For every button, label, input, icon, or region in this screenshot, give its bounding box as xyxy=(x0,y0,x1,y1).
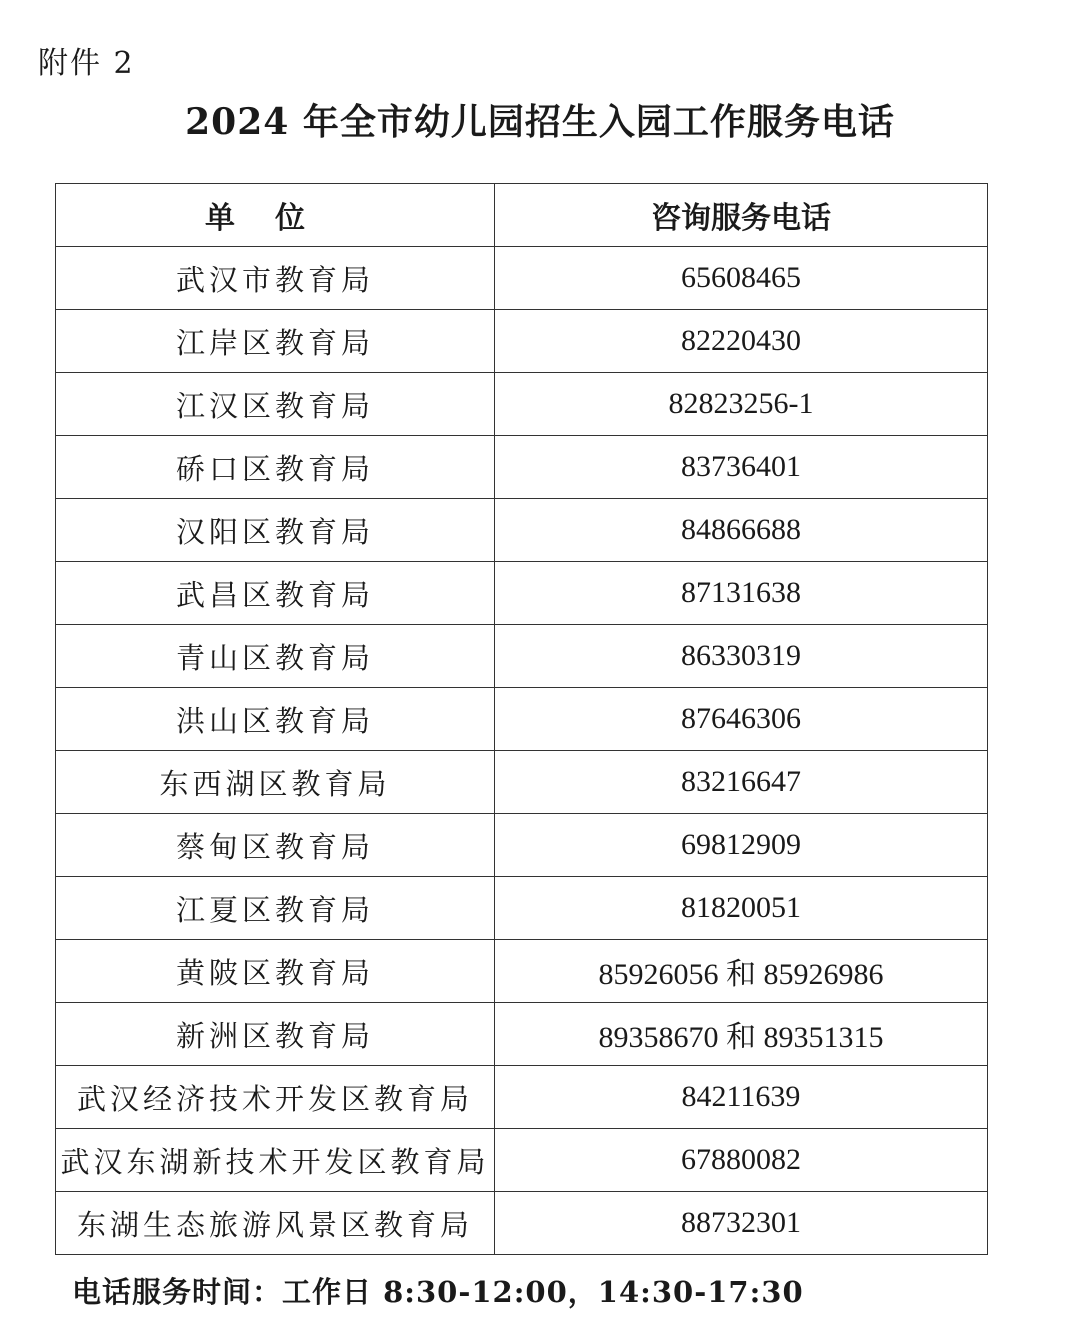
phone-cell: 69812909 xyxy=(495,814,988,877)
table-header-row xyxy=(56,184,988,247)
unit-cell: 汉阳区教育局 xyxy=(56,499,495,562)
unit-cell: 东湖生态旅游风景区教育局 xyxy=(56,1192,495,1255)
phone-cell: 82823256-1 xyxy=(495,373,988,436)
table-row xyxy=(56,1003,988,1066)
table-row xyxy=(56,1192,988,1255)
phone-cell: 87646306 xyxy=(495,688,988,751)
phone-cell: 88732301 xyxy=(495,1192,988,1255)
phone-cell: 82220430 xyxy=(495,310,988,373)
unit-cell: 蔡甸区教育局 xyxy=(56,814,495,877)
phone-cell: 84211639 xyxy=(495,1066,988,1129)
phone-cell: 85926056 和 85926986 xyxy=(495,940,988,1003)
phone-cell: 83736401 xyxy=(495,436,988,499)
unit-cell: 东西湖区教育局 xyxy=(56,751,495,814)
phone-cell: 87131638 xyxy=(495,562,988,625)
attachment-label: 附件 2 xyxy=(38,46,135,81)
table-row xyxy=(56,1066,988,1129)
unit-cell: 江汉区教育局 xyxy=(56,373,495,436)
phone-cell: 65608465 xyxy=(495,247,988,310)
phone-directory-table xyxy=(55,183,988,1255)
page-title: 2024 年全市幼儿园招生入园工作服务电话 xyxy=(185,101,895,143)
unit-cell: 武汉东湖新技术开发区教育局 xyxy=(56,1129,495,1192)
unit-cell: 江岸区教育局 xyxy=(56,310,495,373)
service-hours-note: 电话服务时间：工作日 8:30-12:00，14:30-17:30 xyxy=(72,1275,804,1309)
table-row xyxy=(56,499,988,562)
unit-cell: 黄陂区教育局 xyxy=(56,940,495,1003)
table-row xyxy=(56,751,988,814)
unit-cell: 青山区教育局 xyxy=(56,625,495,688)
table-row xyxy=(56,436,988,499)
table-row xyxy=(56,310,988,373)
phone-cell: 84866688 xyxy=(495,499,988,562)
column-header-unit: 单位 xyxy=(56,184,495,247)
unit-cell: 武汉市教育局 xyxy=(56,247,495,310)
table-row xyxy=(56,1129,988,1192)
table-row xyxy=(56,688,988,751)
phone-cell: 89358670 和 89351315 xyxy=(495,1003,988,1066)
phone-cell: 83216647 xyxy=(495,751,988,814)
phone-cell: 81820051 xyxy=(495,877,988,940)
table-row xyxy=(56,373,988,436)
phone-cell: 86330319 xyxy=(495,625,988,688)
unit-cell: 洪山区教育局 xyxy=(56,688,495,751)
unit-cell: 新洲区教育局 xyxy=(56,1003,495,1066)
table-row xyxy=(56,940,988,1003)
table-row xyxy=(56,247,988,310)
unit-cell: 硚口区教育局 xyxy=(56,436,495,499)
table-row xyxy=(56,562,988,625)
table-row xyxy=(56,814,988,877)
phone-cell: 67880082 xyxy=(495,1129,988,1192)
table-row xyxy=(56,877,988,940)
unit-cell: 江夏区教育局 xyxy=(56,877,495,940)
column-header-phone: 咨询服务电话 xyxy=(495,184,988,247)
unit-cell: 武汉经济技术开发区教育局 xyxy=(56,1066,495,1129)
table-row xyxy=(56,625,988,688)
unit-cell: 武昌区教育局 xyxy=(56,562,495,625)
